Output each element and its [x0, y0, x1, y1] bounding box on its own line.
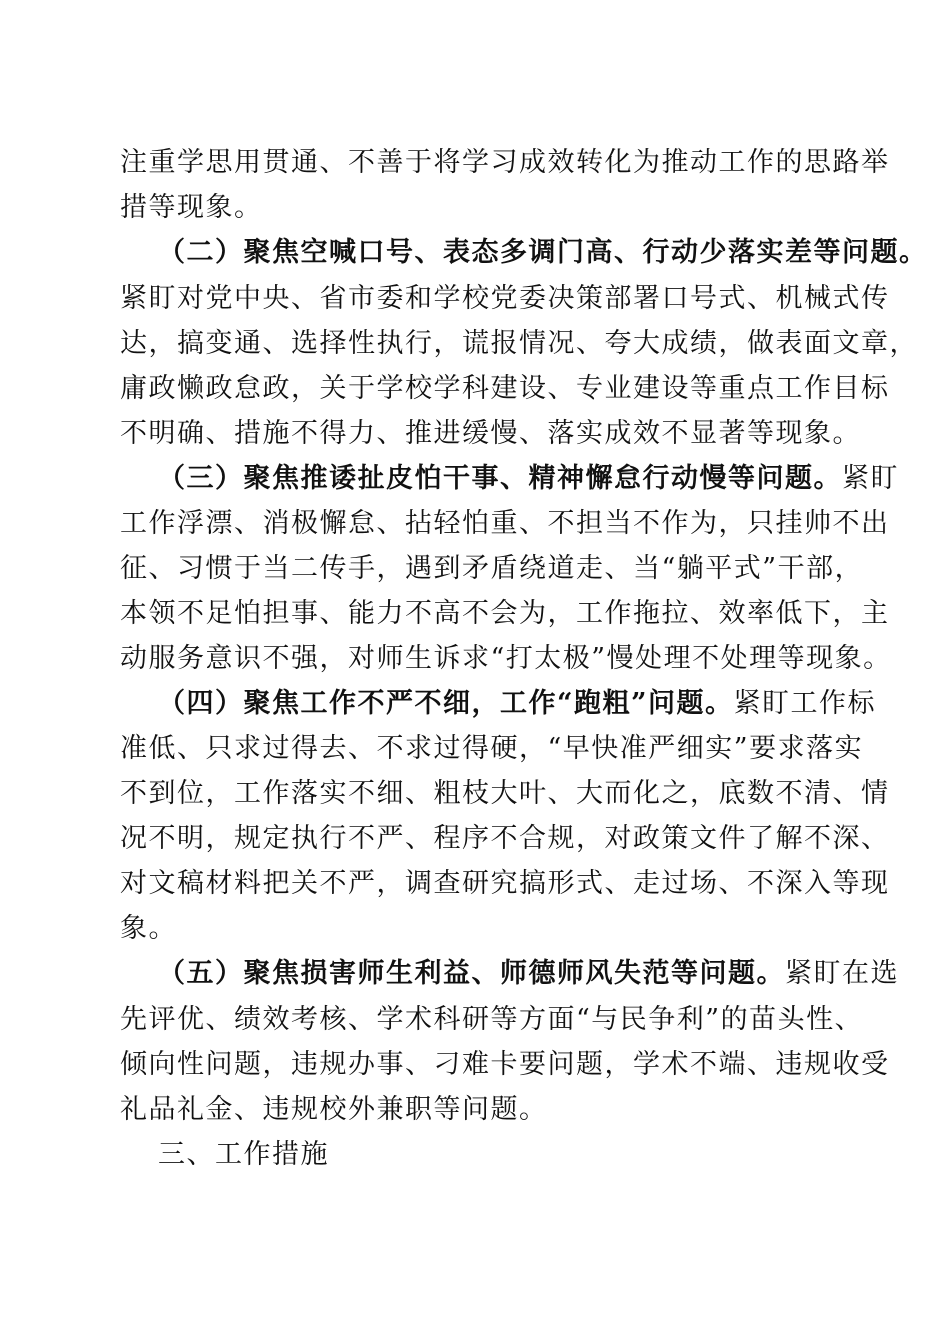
p4-line-1: [158, 688, 876, 720]
p4-line-3: 不到位，工作落实不细、粗枝大叶、大而化之，底数不清、情: [120, 778, 890, 809]
p4-line-2: 准低、只求过得去、不求过得硬，“早快准严细实”要求落实: [120, 733, 864, 764]
p3-line-5: 动服务意识不强，对师生诉求“打太极”慢处理不处理等现象。: [120, 643, 892, 674]
intro-line-2: 措等现象。: [120, 192, 263, 223]
p3-line-4: 本领不足怕担事、能力不高不会为，工作拖拉、效率低下，主: [120, 598, 890, 629]
p3-line-3: 征、习惯于当二传手，遇到矛盾绕道走、当“躺平式”干部，: [120, 553, 864, 584]
p5-line-1: [158, 958, 899, 990]
section-heading: 三、工作措施: [158, 1139, 329, 1170]
p4-line-6: 象。: [120, 913, 177, 944]
p2-line-4: 庸政懒政怠政，关于学校学科建设、专业建设等重点工作目标: [120, 373, 890, 404]
p5-line-3: 倾向性问题，违规办事、刁难卡要问题，学术不端、违规收受: [120, 1049, 890, 1080]
p3-line-1: [158, 463, 899, 495]
p4-title: （四）聚焦工作不严不细，工作“跑粗”问题。: [158, 688, 734, 719]
p3-line-2: 工作浮漂、消极懈怠、拈轻怕重、不担当不作为，只挂帅不出: [120, 508, 890, 539]
p5-title-tail: 紧盯在选: [785, 958, 899, 989]
p3-title: （三）聚焦推诿扯皮怕干事、精神懈怠行动慢等问题。: [158, 463, 842, 494]
p5-title: （五）聚焦损害师生利益、师德师风失范等问题。: [158, 958, 785, 989]
p5-line-4: 礼品礼金、违规校外兼职等问题。: [120, 1094, 548, 1125]
p5-line-2: 先评优、绩效考核、学术科研等方面“与民争利”的苗头性、: [120, 1004, 864, 1035]
p4-title-tail: 紧盯工作标: [733, 688, 877, 719]
p4-line-5: 对文稿材料把关不严，调查研究搞形式、走过场、不深入等现: [120, 868, 890, 899]
p2-line-3: 达，搞变通、选择性执行，谎报情况、夸大成绩，做表面文章，: [120, 328, 918, 359]
p2-line-2: 紧盯对党中央、省市委和学校党委决策部署口号式、机械式传: [120, 283, 890, 314]
p3-title-tail: 紧盯: [842, 463, 899, 494]
p4-line-4: 况不明，规定执行不严、程序不合规，对政策文件了解不深、: [120, 823, 890, 854]
p2-title: （二）聚焦空喊口号、表态多调门高、行动少落实差等问题。: [158, 237, 928, 268]
intro-line-1: 注重学思用贯通、不善于将学习成效转化为推动工作的思路举: [120, 147, 890, 178]
p2-line-5: 不明确、措施不得力、推进缓慢、落实成效不显著等现象。: [120, 418, 861, 449]
